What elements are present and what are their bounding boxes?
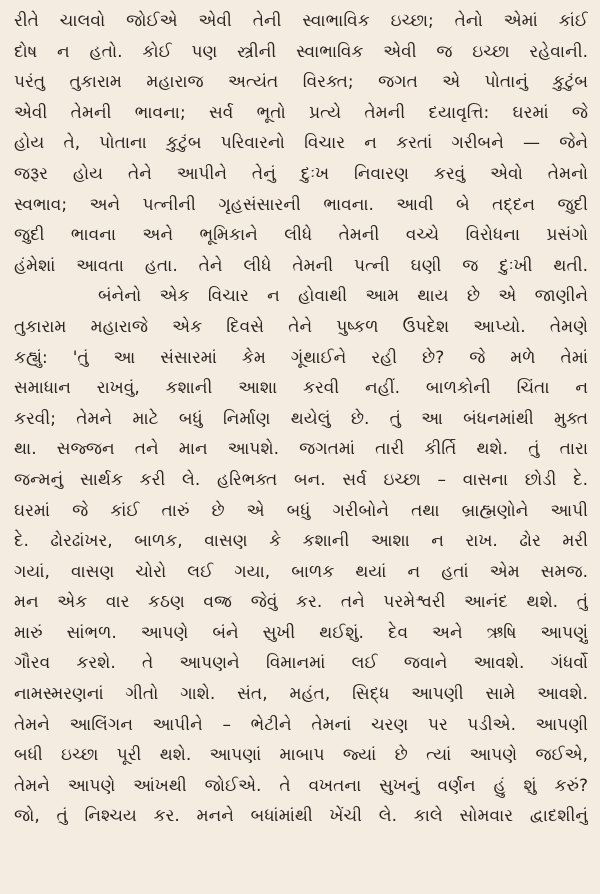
text-line: ગયાં, વાસણ ચોરો લઈ ગયા, બાળક થયાં ન હતાં એમ સમજ. <box>14 561 588 582</box>
text-line: પરંતુ તુકારામ મહારાજ અત્યંત વિરક્ત; જગત એ પોતાનું કુટુંબ <box>14 72 588 93</box>
paragraph-1 <box>14 6 588 281</box>
paragraph-2 <box>14 281 588 832</box>
text-line: સમાધાન રાખવું, કશાની આશા કરવી નહીં. બાળકોની ચિંતા ન <box>14 378 588 399</box>
text-line: તેમને આપણે આંખથી જોઈએ. તે વખતના સુખનું વર્ણન હું શું કરું? <box>14 775 588 796</box>
text-line: મારું સાંભળ. આપણે બંને સુખી થઈશું. દેવ અને ઋષિ આપણું <box>14 622 588 643</box>
text-line: હંમેશાં આવતા હતા. તેને લીધે તેમની પત્ની ઘણી જ દુઃખી થતી. <box>14 255 588 276</box>
text-line: એવી તેમની ભાવના; સર્વ ભૂતો પ્રત્યે તેમની દયાવૃત્તિ: ઘરમાં જે <box>14 102 588 123</box>
text-line: દોષ ન હતો. કોઈ પણ સ્ત્રીની સ્વાભાવિક એવી જ ઇચ્છા રહેવાની. <box>14 41 588 62</box>
text-line: બંનેનો એક વિચાર ન હોવાથી આમ થાય છે એ જાણીને <box>98 286 588 307</box>
text-line: તેમને આલિંગન આપીને – ભેટીને તેમનાં ચરણ પર પડીએ. આપણી <box>14 714 588 735</box>
text-line: હોય તે, પોતાના કુટુંબ પરિવારનો વિચાર ન કરતાં ગરીબને — જેને <box>14 133 588 154</box>
text-line: કહ્યું: 'તું આ સંસારમાં કેમ ગૂંથાઈને રહી છે? જે મળે તેમાં <box>14 347 588 368</box>
text-line: ઘરમાં જે કાંઈ તારું છે એ બધું ગરીબોને તથા બ્રાહ્મણોને આપી <box>14 500 588 521</box>
text-line: સ્વભાવ; અને પત્નીની ગૃહસંસારની ભાવના. આવી બે તદ્દન જુદી <box>14 194 588 215</box>
text-line: કરવી; તેમને માટે બધું નિર્માણ થયેલું છે. તું આ બંધનમાંથી મુક્ત <box>14 408 588 429</box>
text-line: જન્મનું સાર્થક કરી લે. હરિભક્ત બન. સર્વ ઇચ્છા – વાસના છોડી દે. <box>14 469 588 490</box>
text-line: નામસ્મરણનાં ગીતો ગાશે. સંત, મહંત, સિદ્ધ આપણી સામે આવશે. <box>14 684 588 705</box>
text-line: થા. સજ્જન તને માન આપશે. જગતમાં તારી કીર્તિ થશે. તું તારા <box>14 439 588 460</box>
text-line: રીતે ચાલવો જોઈએ એવી તેની સ્વાભાવિક ઇચ્છા; તેનો એમાં કાંઈ <box>14 11 588 31</box>
text-line: જુદી ભાવના અને ભૂમિકાને લીધે તેમની વચ્ચે વિરોધના પ્રસંગો <box>14 225 588 246</box>
text-line: દે. ઢોરઢાંખર, બાળક, વાસણ કે કશાની આશા ન રાખ. ઢોર મરી <box>14 531 588 552</box>
text-line: જો, તું નિશ્ચય કર. મનને બધાંમાંથી ખેંચી લે. કાલે સોમવાર દ્વાદશીનું <box>14 806 588 827</box>
text-line: જરૂર હોય તેને આપીને તેનું દુઃખ નિવારણ કરવું એવો તેમનો <box>14 163 588 184</box>
text-line: તુકારામ મહારાજે એક દિવસે તેને પુષ્કળ ઉપદેશ આપ્યો. તેમણે <box>14 316 588 337</box>
text-line: ગૌરવ કરશે. તે આપણને વિમાનમાં લઈ જવાને આવશે. ગંધર્વો <box>14 653 588 674</box>
text-line: મન એક વાર કઠણ વજ્ર જેવું કર. તને પરમેશ્વરી આનંદ થશે. તું <box>14 592 588 613</box>
text-line: બધી ઇચ્છા પૂરી થશે. આપણાં માબાપ જ્યાં છે ત્યાં આપણે જઈએ, <box>14 745 588 766</box>
